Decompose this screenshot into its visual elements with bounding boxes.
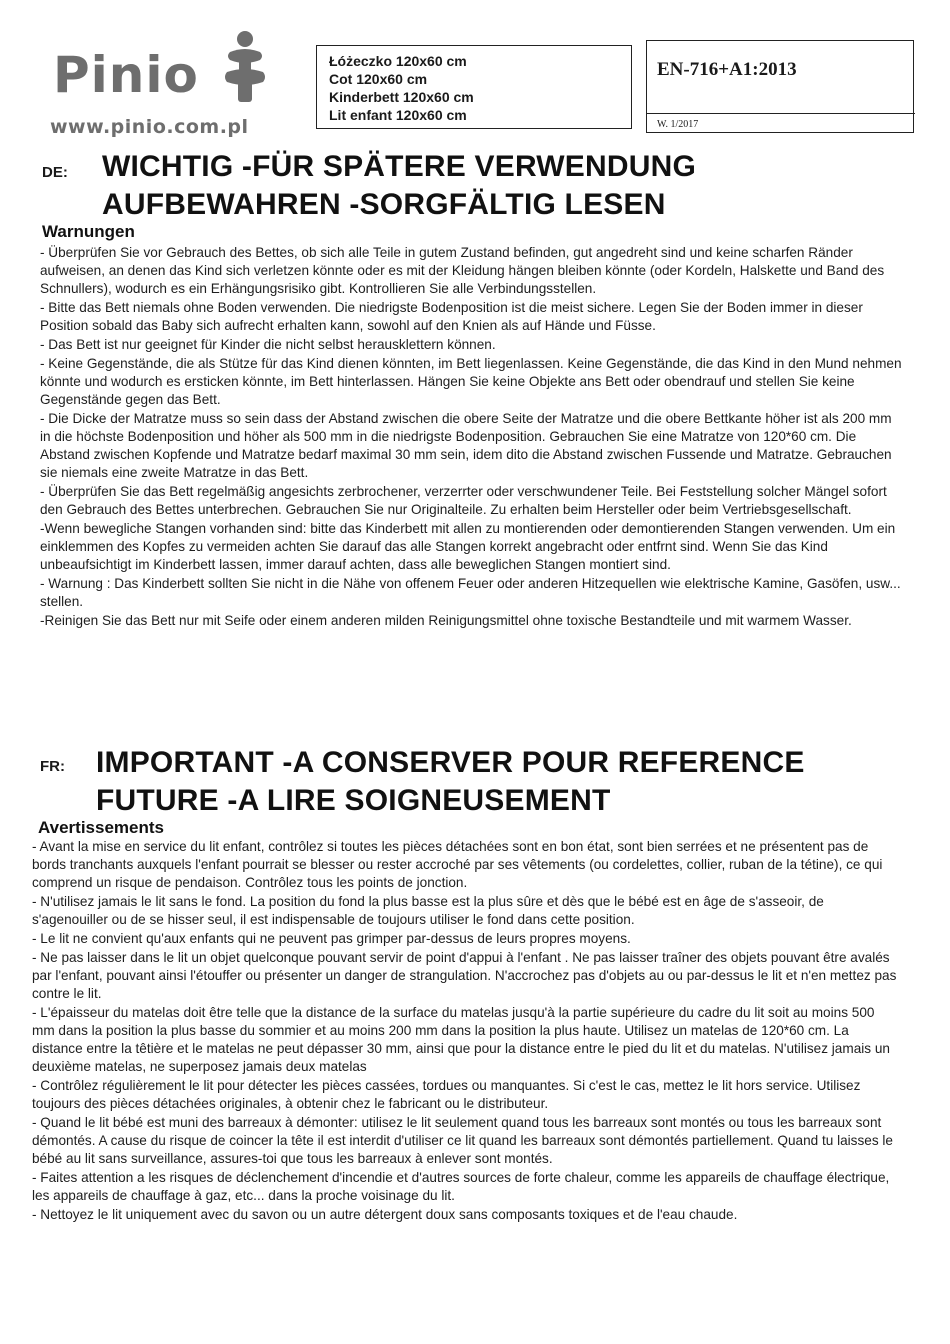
warning-paragraph: - Nettoyez le lit uniquement avec du savon ou un autre détergent doux sans composants toxiques et de l'eau chaude. — [32, 1207, 738, 1222]
standard-code: EN-716+A1:2013 — [657, 59, 797, 80]
warning-paragraph: -Reinigen Sie das Bett nur mit Seife oder einem anderen milden Reinigungsmittel ohne toxische Bestandteile und mit warmem Wasser. — [40, 613, 852, 628]
warning-paragraph: - Avant la mise en service du lit enfant, contrôlez si toutes les pièces détachées sont en bon état, sont bien serrées et ne présentent pas de bords tranchants auxquels l'enfant pourrait se blesser ou rester accroché par ses vêtements (ou cordelettes, collier, ruban de la tétine), ce qui comprend un risque de pendaison. Contrôlez tous les points de jonction. — [32, 839, 883, 890]
logo-wordmark: Pinio — [53, 46, 199, 104]
headline-fr-line-1: IMPORTANT -A CONSERVER POUR REFERENCE — [96, 746, 805, 779]
headline-fr — [96, 744, 805, 820]
warning-paragraph: - Das Bett ist nur geeignet für Kinder die nicht selbst herausklettern können. — [40, 337, 496, 352]
warning-paragraph: - Überprüfen Sie das Bett regelmäßig angesichts zerbrochener, verzerrter oder verschwundener Teile. Bei Feststellung solcher Mängel sofort den Gebrauch des Bettes unterbrechen. Gebrauchen Sie nur Originalteile. Zu erhalten beim Hersteller oder beim Vertriebsgesellschaft. — [40, 484, 887, 517]
warning-paragraph: -Wenn bewegliche Stangen vorhanden sind: bitte das Kinderbett mit allen zu montierenden oder demontierenden Stangen verwenden. Um ein einklemmen des Kopfes zu vermeiden achten Sie darauf das alle Stangen korrekt angebracht oder entfrnt sind. Wenn Sie das Kind unbeaufsichtigt im Kinderbett lassen, immer darauf achten, dass alle beweglichen Stangen montiert sind. — [40, 521, 896, 572]
logo-figure-icon — [222, 30, 268, 104]
warning-paragraph: - Bitte das Bett niemals ohne Boden verwenden. Die niedrigste Bodenposition ist die meist sichere. Legen Sie der Boden immer in dieser Position sobald das Baby sich aufrecht erhalten kann, sowohl auf den Knien als auf Hände und Füsse. — [40, 300, 863, 333]
warning-paragraph: - Ne pas laisser dans le lit un objet quelconque pouvant servir de point d'appui à l'enfant . Ne pas laisser traîner des objets pouvant être avalés par l'enfant, pouvant ainsi l'étouffer ou présenter un danger de strangulation. N'accrochez pas d'objets au ou par-dessus le lit et n'en mettez pas contre le lit. — [32, 950, 897, 1001]
warning-paragraph: - N'utilisez jamais le lit sans le fond. La position du fond la plus basse est la plus sûre et dès que le bébé est en âge de s'asseoir, de s'agenouiller ou de se hisser seul, il est indispensable de toujours utiliser le fond dans cette position. — [32, 894, 824, 927]
warnings-list-de — [40, 244, 902, 631]
product-name-fr: Lit enfant 120x60 cm — [329, 107, 467, 123]
warnings-list-fr — [32, 838, 898, 1225]
product-name-de: Kinderbett 120x60 cm — [329, 89, 474, 105]
brand-logo — [50, 28, 290, 138]
warning-paragraph: - Le lit ne convient qu'aux enfants qui ne peuvent pas grimper par-dessus de leurs propres moyens. — [32, 931, 631, 946]
warning-paragraph: - Warnung : Das Kinderbett sollten Sie nicht in die Nähe von offenem Feuer oder anderen Hitzequellen wie elektrische Kamine, Gasöfen, usw... stellen. — [40, 576, 901, 609]
headline-fr-line-2: FUTURE -A LIRE SOIGNEUSEMENT — [96, 784, 611, 817]
warning-paragraph: - Die Dicke der Matratze muss so sein dass der Abstand zwischen die obere Seite der Matratze und die obere Bettkante höher ist als 200 mm in die höchste Bodenposition und höher als 500 mm in die niedrigste Bodenposition. Gebrauchen Sie eine Matratze von 120*60 cm. Die Abstand zwischen Kopfende und Matratze bedarf maximal 30 mm sein, idem dito die Abstand zwischen Fussende und Matratze. Gebrauchen sie niemals eine zweite Matratze in das Bett. — [40, 411, 892, 480]
headline-de-line-1: WICHTIG -FÜR SPÄTERE VERWENDUNG — [102, 150, 696, 183]
document-version: W. 1/2017 — [657, 119, 699, 130]
product-name-pl: Łóżeczko 120x60 cm — [329, 53, 467, 69]
headline-de-line-2: AUFBEWAHREN -SORGFÄLTIG LESEN — [102, 188, 666, 221]
subtitle-fr: Avertissements — [38, 818, 164, 837]
website-url: www.pinio.com.pl — [50, 116, 249, 138]
warning-paragraph: - Contrôlez régulièrement le lit pour détecter les pièces cassées, tordues ou manquantes. Si c'est le cas, mettez le lit hors service. Utilisez toujours des pièces détachées originales, à obtenir chez le fabricant ou le distributeur. — [32, 1078, 861, 1111]
product-name-en: Cot 120x60 cm — [329, 71, 428, 87]
warning-paragraph: - Faites attention a les risques de déclenchement d'incendie et d'autres sources de forte chaleur, comme les appareils de chauffage électrique, les appareils de chauffage à gaz, etc... dans la proche voisinage du lit. — [32, 1170, 890, 1203]
warning-paragraph: - Keine Gegenstände, die als Stütze für das Kind dienen könnten, im Bett liegenlassen. Keine Gegenstände, die das Kind in den Mund nehmen könnte und wodurch es ersticken könnte, im Bett hinterlassen. Hängen Sie keine Objekte ans Bett oder obendrauf und stellen Sie keine Gegenstände gegen das Bett. — [40, 356, 902, 407]
language-code-fr: FR: — [40, 758, 65, 775]
warning-paragraph: - Überprüfen Sie vor Gebrauch des Bettes, ob sich alle Teile in gutem Zustand befinden, gut angedreht sind und keine scharfen Ränder aufweisen, an denen das Kind sich verletzen könnte oder es mit der Kleidung hängen bleiben könnte (oder Kordeln, Halskette und Band des Schnullers), wodurch es ein Erhängungsrisiko gibt. Kontrollieren Sie alle Verbindungsstellen. — [40, 245, 885, 296]
product-name-box — [316, 45, 632, 129]
headline-de — [102, 148, 696, 224]
subtitle-de: Warnungen — [42, 222, 135, 241]
warning-paragraph: - Quand le lit bébé est muni des barreaux à démonter: utilisez le lit seulement quand tous les barreaux sont montés ou tous les barreaux sont démontés. A cause du risque de coincer la tête il est interdit d'utiliser ce lit quand les barreaux sont démontés partiellement. Quand tu laisses le bébé au lit sans surveillance, assures-toi que tous les barreaux à enlever sont montés. — [32, 1115, 893, 1166]
standard-divider — [647, 113, 915, 114]
standard-box — [646, 40, 914, 133]
warning-paragraph: - L'épaisseur du matelas doit être telle que la distance de la surface du matelas jusqu'à la partie supérieure du cadre du lit soit au moins 500 mm dans la position la plus basse du sommier et au moins 200 mm dans la position la plus haute. Utilisez un matelas de 120*60 cm. La distance entre la têtière et le matelas ne peut dépasser 30 mm, ainsi que pour la distance entre le pied du lit et du matelas. N'utilisez jamais un deuxième matelas, ne superposez jamais deux matelas — [32, 1005, 890, 1074]
language-code-de: DE: — [42, 164, 68, 181]
